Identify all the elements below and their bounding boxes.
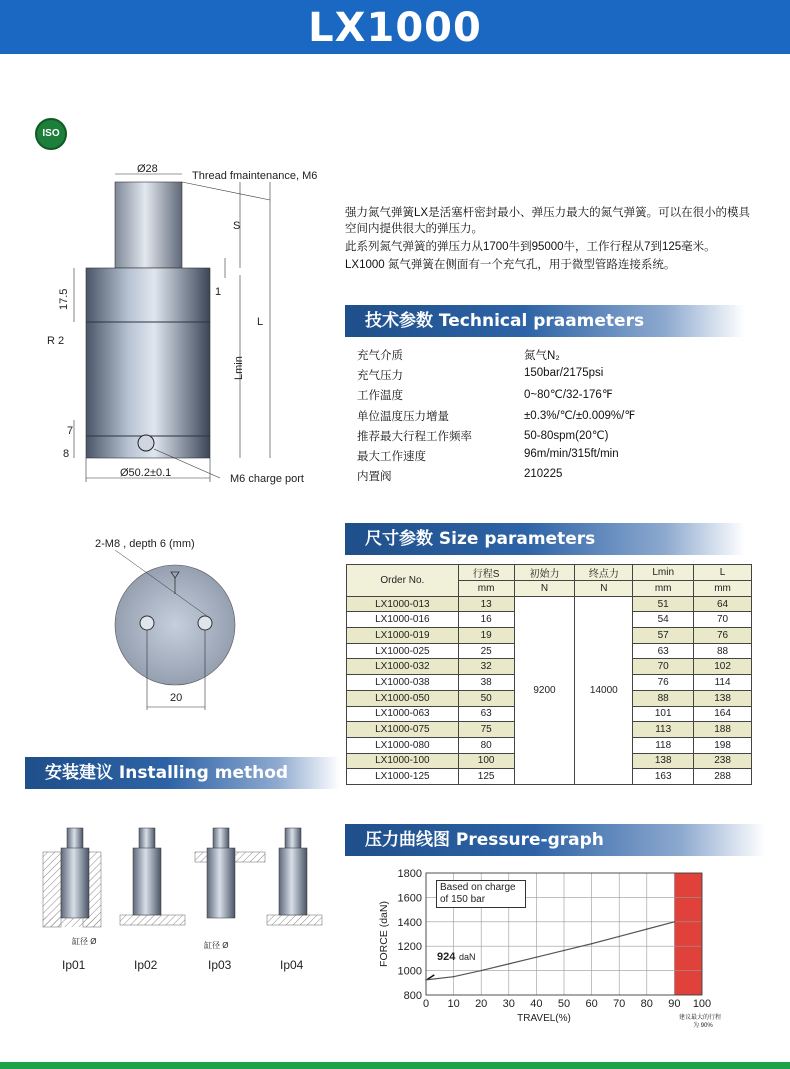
tech-row (357, 387, 757, 407)
chart-point (425, 979, 427, 981)
cell-l: 288 (694, 769, 752, 785)
chart-zone-note-1: 建议最大的行程 (679, 1015, 722, 1021)
tech-value: 150bar/2175psi (524, 367, 604, 380)
dim-1: 1 (215, 286, 222, 298)
tech-key: 内置阀 (357, 471, 392, 484)
tech-row (357, 428, 757, 448)
cell-l: 114 (694, 675, 752, 691)
install-label-ip01: Ip01 (62, 958, 86, 972)
chart-xtick-label: 60 (585, 998, 598, 1010)
cell-stroke: 100 (458, 753, 514, 769)
cell-l: 188 (694, 722, 752, 738)
chart-point (508, 963, 510, 965)
cell-stroke: 13 (458, 596, 514, 612)
dim-r2: R 2 (47, 335, 65, 347)
cell-order-no: LX1000-050 (347, 690, 459, 706)
cell-stroke: 75 (458, 722, 514, 738)
cell-order-no: LX1000-125 (347, 769, 459, 785)
cell-stroke: 80 (458, 737, 514, 753)
spring-drawing (40, 160, 330, 500)
charge-port-label: M6 charge port (230, 473, 304, 485)
chart-point (646, 928, 648, 930)
chart-xtick-label: 10 (447, 998, 460, 1010)
holes-note: 2-M8 , depth 6 (mm) (95, 538, 195, 550)
tech-value: ±0.3%/℃/±0.009%/℉ (524, 409, 636, 422)
unit-cell: N (514, 581, 575, 597)
page-header (0, 0, 790, 54)
chart-ytick-label: 1600 (397, 892, 422, 905)
tech-row (357, 367, 757, 387)
size-table-body (347, 596, 752, 784)
cell-stroke: 25 (458, 643, 514, 659)
intro-line-2: 此系列氮气弹簧的弹压力从1700牛到95000牛，工作行程从7到125毫米。 (345, 241, 716, 253)
col-lmin: Lmin (633, 565, 694, 581)
chart-xtick-label: 40 (530, 998, 543, 1010)
cell-lmin: 63 (633, 643, 694, 659)
section-size: 尺寸参数 Size parameters (345, 523, 745, 555)
chart-xtick-label: 30 (502, 998, 515, 1010)
cell-l: 164 (694, 706, 752, 722)
chart-ytick-label: 1000 (397, 965, 422, 978)
cell-l: 70 (694, 612, 752, 628)
install-label-ip03: Ip03 (208, 958, 232, 972)
page-title: LX1000 (308, 5, 482, 51)
cell-order-no: LX1000-075 (347, 722, 459, 738)
size-table (346, 564, 752, 785)
chart-xtick-label: 90 (668, 998, 681, 1010)
cell-lmin: 70 (633, 659, 694, 675)
col-initial-force: 初始力 (514, 565, 575, 581)
chart-point (453, 976, 455, 978)
tech-params (357, 347, 757, 488)
chart-point (563, 950, 565, 952)
dim-17-5: 17.5 (58, 288, 70, 310)
dim-base-diameter: Ø50.2±0.1 (120, 467, 172, 479)
cell-lmin: 113 (633, 722, 694, 738)
iso-logo: ISO (35, 118, 67, 150)
cell-lmin: 163 (633, 769, 694, 785)
tech-value: 50-80spm(20℃) (524, 429, 609, 442)
chart-xlabel: TRAVEL(%) (517, 1013, 571, 1024)
tech-value: 96m/min/315ft/min (524, 447, 619, 460)
cell-l: 198 (694, 737, 752, 753)
cell-order-no: LX1000-080 (347, 737, 459, 753)
cell-final-force: 14000 (575, 596, 633, 784)
tech-row (357, 468, 757, 488)
chart-highlight-zone (674, 873, 702, 995)
section-install: 安装建议 Installing method (25, 757, 340, 789)
chart-xtick-label: 70 (613, 998, 626, 1010)
footer-line (0, 1062, 790, 1069)
cell-lmin: 57 (633, 628, 694, 644)
cell-order-no: LX1000-019 (347, 628, 459, 644)
cell-stroke: 38 (458, 675, 514, 691)
chart-point (591, 943, 593, 945)
intro-text (345, 205, 760, 275)
cell-stroke: 125 (458, 769, 514, 785)
chart-xtick-label: 100 (692, 998, 712, 1010)
top-view-drawing (95, 550, 265, 715)
tech-row (357, 448, 757, 468)
unit-cell: mm (633, 581, 694, 597)
chart-ytick-label: 1200 (397, 941, 422, 954)
intro-line-3: LX1000 氮气弹簧在侧面有一个充气孔，用于微型管路连接系统。 (345, 259, 676, 271)
cell-lmin: 51 (633, 596, 694, 612)
tech-value: 氮气N₂ (524, 350, 560, 362)
col-l: L (694, 565, 752, 581)
chart-annotation-box: Based on charge of 150 bar (436, 880, 526, 908)
cell-lmin: 54 (633, 612, 694, 628)
cell-initial-force: 9200 (514, 596, 575, 784)
dim-lmin: Lmin (233, 356, 245, 380)
chart-xtick-label: 80 (640, 998, 653, 1010)
chart-series-line (426, 922, 674, 980)
chart-ytick-label: 1400 (397, 916, 422, 929)
chart-xtick-label: 20 (475, 998, 488, 1010)
dim-stroke-s: S (233, 220, 241, 232)
table-row (347, 596, 752, 612)
dim-l: L (257, 316, 264, 328)
cell-order-no: LX1000-032 (347, 659, 459, 675)
cell-lmin: 101 (633, 706, 694, 722)
cell-l: 238 (694, 753, 752, 769)
cell-lmin: 76 (633, 675, 694, 691)
dim-8: 8 (63, 448, 70, 460)
install-label-ip02: Ip02 (134, 958, 158, 972)
chart-start-value: 924 (437, 951, 456, 963)
tech-key: 单位温度压力增量 (357, 410, 449, 423)
cell-lmin: 118 (633, 737, 694, 753)
chart-point (618, 936, 620, 938)
chart-point (480, 970, 482, 972)
dim-7: 7 (67, 425, 74, 437)
cell-order-no: LX1000-038 (347, 675, 459, 691)
cell-l: 76 (694, 628, 752, 644)
chart-point (674, 921, 676, 923)
chart-start-unit: daN (459, 952, 476, 962)
table-header-row (347, 565, 752, 581)
chart-point (536, 956, 538, 958)
unit-cell: N (575, 581, 633, 597)
tech-key: 工作温度 (357, 390, 403, 403)
cell-order-no: LX1000-063 (347, 706, 459, 722)
tech-row (357, 408, 757, 428)
cell-order-no: LX1000-013 (347, 596, 459, 612)
cell-stroke: 32 (458, 659, 514, 675)
cell-stroke: 63 (458, 706, 514, 722)
col-stroke: 行程S (458, 565, 514, 581)
cell-stroke: 16 (458, 612, 514, 628)
chart-ylabel: FORCE (daN) (378, 901, 390, 967)
cell-stroke: 19 (458, 628, 514, 644)
chart-ytick-label: 1800 (397, 868, 422, 880)
tech-key: 推荐最大行程工作频率 (357, 430, 472, 443)
col-final-force: 终点力 (575, 565, 633, 581)
tech-value: 0~80℃/32-176℉ (524, 389, 613, 402)
tech-key: 最大工作速度 (357, 450, 426, 463)
tech-key: 充气压力 (357, 370, 403, 383)
cell-order-no: LX1000-016 (347, 612, 459, 628)
unit-cell: mm (694, 581, 752, 597)
cell-l: 64 (694, 596, 752, 612)
tech-key: 充气介质 (357, 350, 403, 362)
install-hole-note-3: 缸径 Ø (204, 941, 229, 950)
cell-lmin: 138 (633, 753, 694, 769)
section-graph: 压力曲线图 Pressure-graph (345, 824, 765, 856)
cell-order-no: LX1000-100 (347, 753, 459, 769)
cell-lmin: 88 (633, 690, 694, 706)
chart-zone-note-2: 为 90% (693, 1023, 713, 1029)
install-label-ip04: Ip04 (280, 958, 304, 972)
install-hole-note-1: 缸径 Ø (72, 937, 97, 946)
dim-top-diameter: Ø28 (137, 163, 158, 175)
holes-dim: 20 (170, 692, 183, 704)
pressure-chart (370, 865, 760, 1035)
cell-l: 102 (694, 659, 752, 675)
section-tech: 技术参数 Technical praameters (345, 305, 745, 337)
unit-cell: mm (458, 581, 514, 597)
chart-xtick-label: 0 (422, 998, 430, 1010)
cell-order-no: LX1000-025 (347, 643, 459, 659)
col-order-no: Order No. (347, 565, 459, 597)
thread-note: Thread fmaintenance, M6 (192, 170, 318, 182)
chart-xtick-label: 50 (557, 998, 571, 1010)
cell-l: 88 (694, 643, 752, 659)
cell-stroke: 50 (458, 690, 514, 706)
cell-l: 138 (694, 690, 752, 706)
intro-line-1: 强力氮气弹簧LX是活塞杆密封最小、弹压力最大的氮气弹簧。可以在很小的模具空间内提供很大的弹压力。 (345, 207, 751, 235)
tech-row (357, 347, 757, 367)
chart-ytick-label: 800 (403, 990, 422, 1002)
tech-value: 210225 (524, 468, 563, 481)
